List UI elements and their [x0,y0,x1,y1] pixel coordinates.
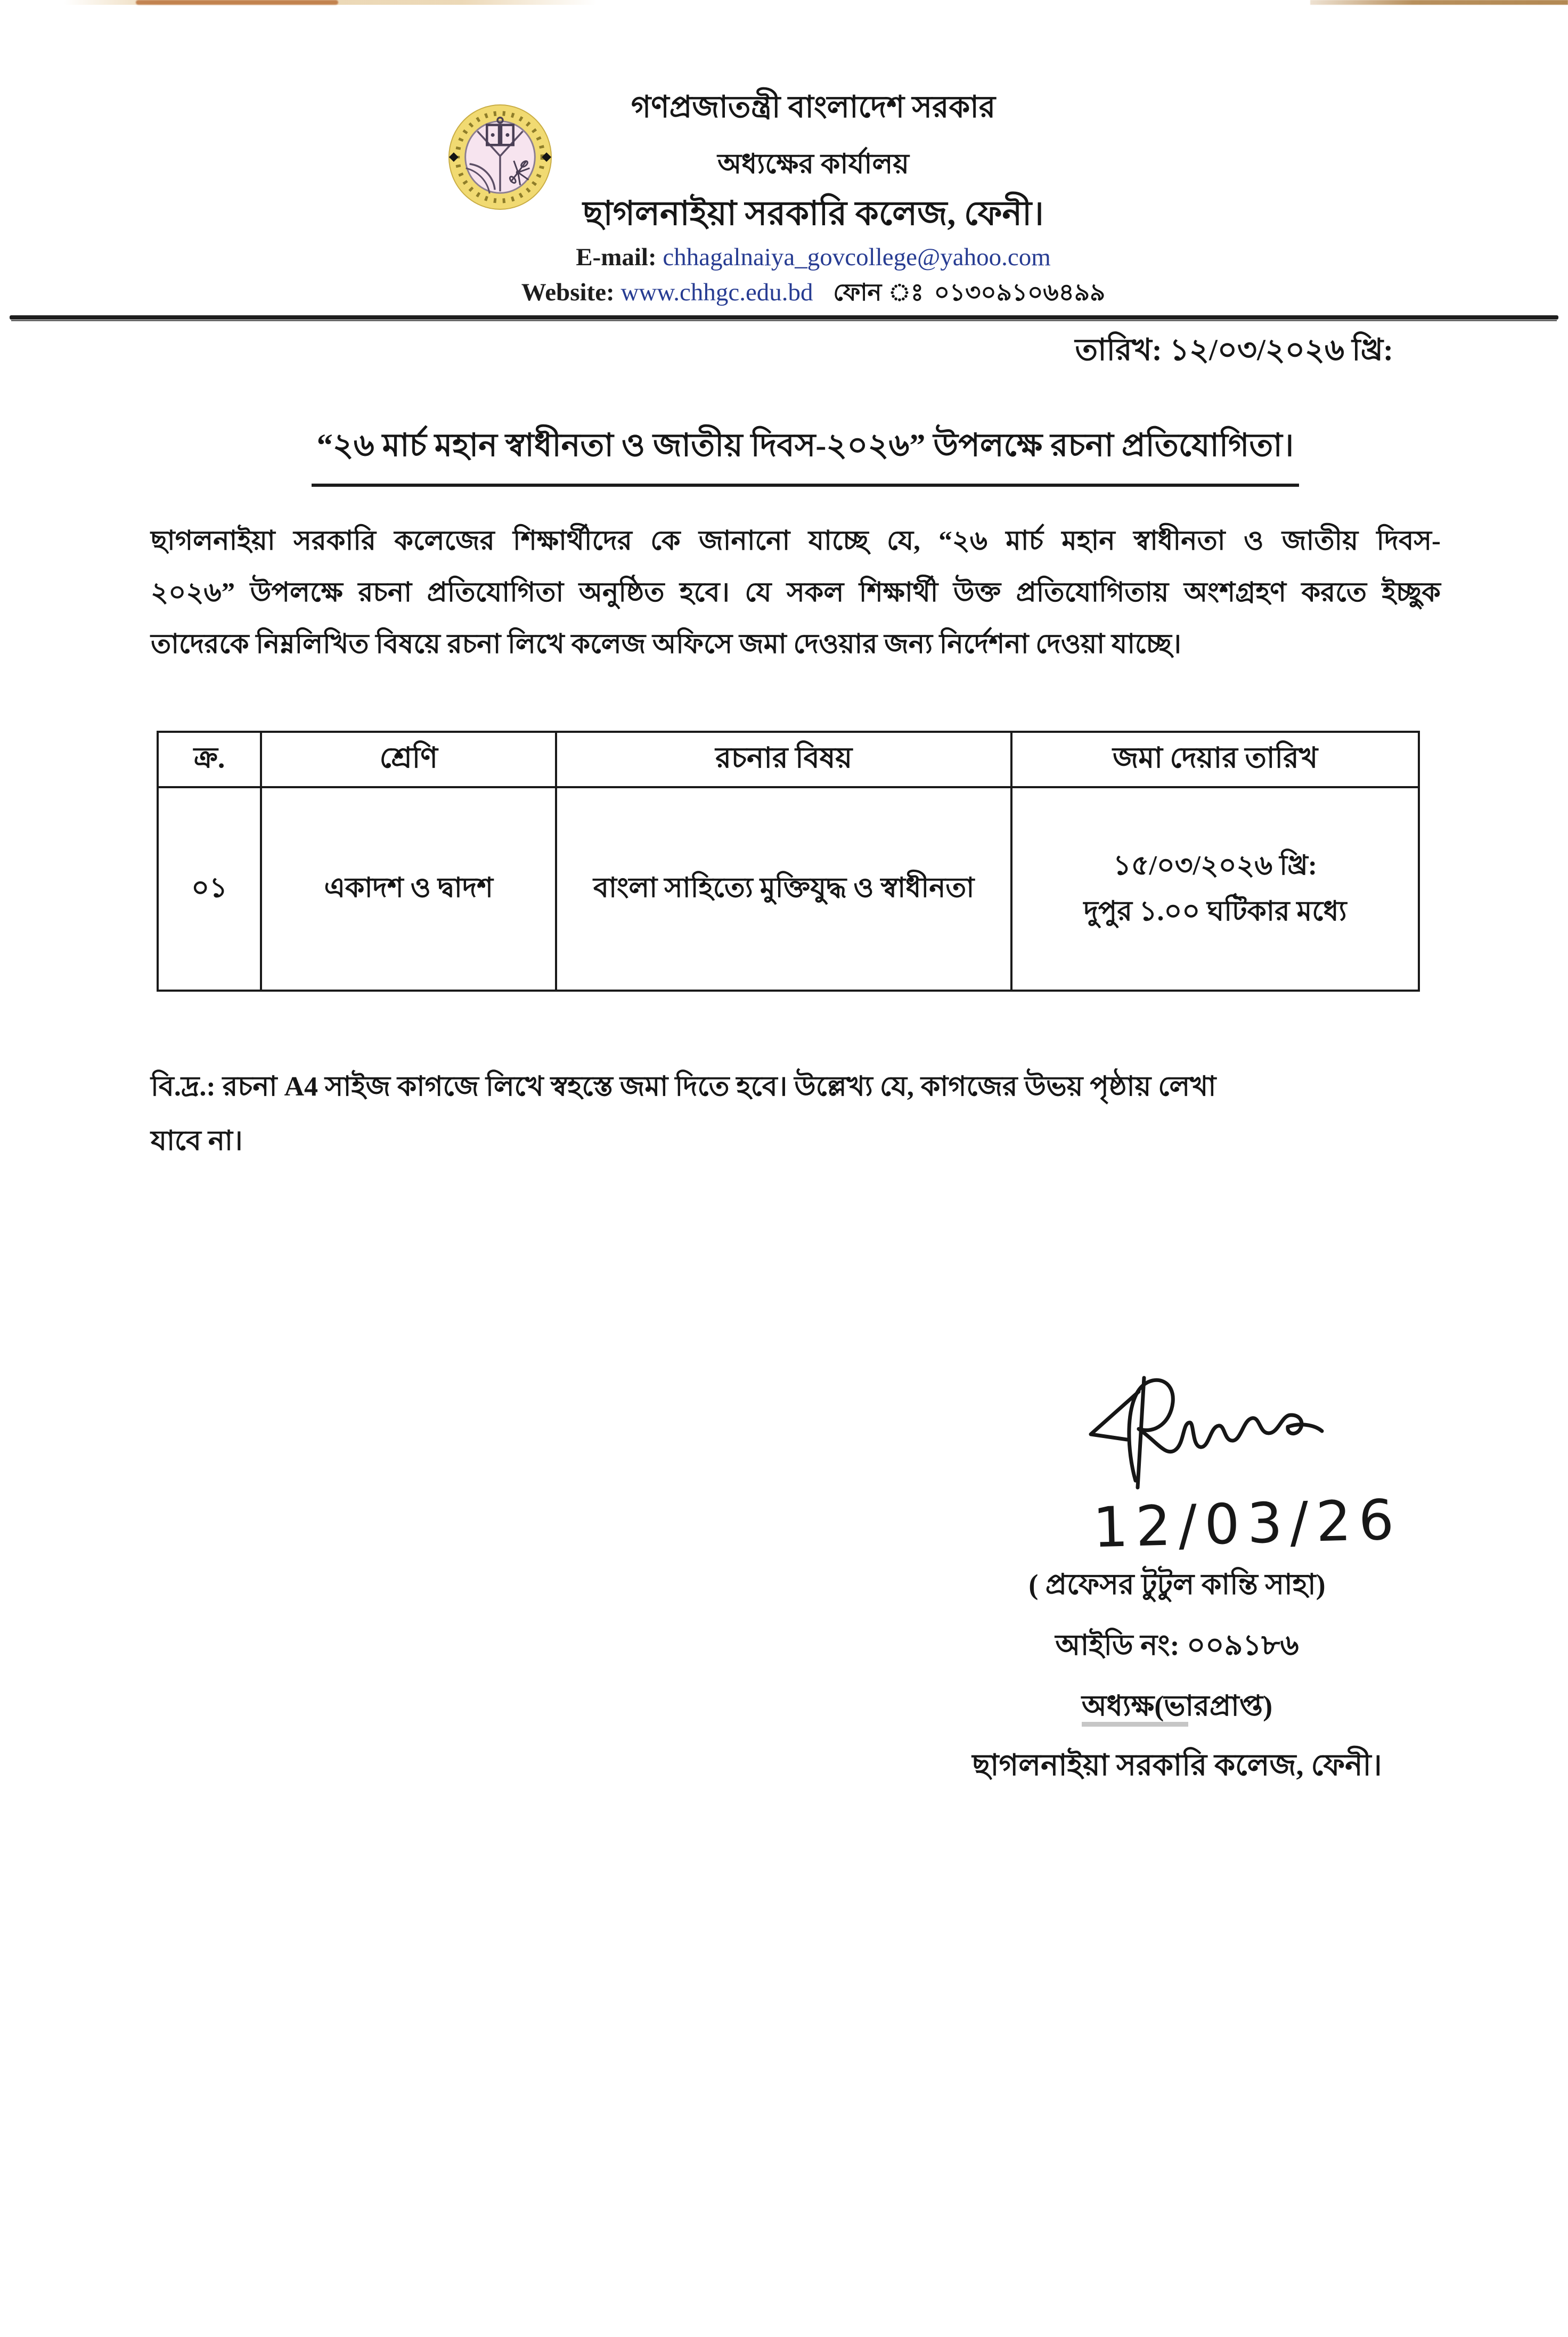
cell-class: একাদশ ও দ্বাদশ [261,787,556,991]
signatory-institution: ছাগলনাইয়া সরকারি কলেজ, ফেনী। [972,1749,1382,1782]
header-subject: রচনার বিষয় [556,732,1011,787]
footnote-line-1: বি.দ্র.: রচনা A4 সাইজ কাগজে লিখে স্বহস্তে জমা দিতে হবে। উল্লেখ্য যে, কাগজের উভয় পৃষ্ঠায় লেখা [151,1072,1216,1102]
office-title: অধ্যক্ষের কার্যালয় [717,149,909,179]
cell-serial: ০১ [158,787,261,991]
signature-scribble [1076,1371,1337,1502]
signature-handwritten-date: 12/03/26 [1092,1487,1402,1560]
website-row [521,279,1105,306]
header-website-line [0,276,1568,309]
cell-subject: বাংলা সাহিত্যে মুক্তিযুদ্ধ ও স্বাধীনতা [556,787,1011,991]
header-class: শ্রেণি [261,732,556,787]
header-submit-date: জমা দেয়ার তারিখ [1011,732,1419,787]
college-name: ছাগলনাইয়া সরকারি কলেজ, ফেনী। [583,195,1044,232]
signatory-name: ( প্রফেসর টুটুল কান্তি সাহা) [1028,1568,1326,1600]
govt-title: গণপ্রজাতন্ত্রী বাংলাদেশ সরকার [631,91,996,124]
signatory-id: আইডি নং: ০০৯১৮৬ [1055,1629,1299,1661]
phone-label: ফোন ঃ [833,279,924,306]
submit-date-line1: ১৫/০৩/২০২৬ খ্রি: [1113,851,1318,881]
body-line-1: ছাগলনাইয়া সরকারি কলেজের শিক্ষার্থীদের কে জানানো যাচ্ছে যে, “২৬ মার্চ মহান স্বাধীনতা ও জাতীয় দিবস- [151,526,1441,556]
notice-date: তারিখ: ১২/০৩/২০২৬ খ্রি: [1075,333,1393,367]
header-college-line [0,190,1568,238]
header-office-line [0,145,1568,184]
email-row [576,243,1051,271]
notice-body [151,516,1441,671]
phone-value: ০১৩০৯১০৬৪৯৯ [934,279,1106,306]
scan-artifact-top-right [1310,0,1568,5]
header-divider-rule [10,315,1558,320]
signature-block [905,1566,1449,1785]
body-line-2: ২০২৬” উপলক্ষে রচনা প্রতিযোগিতা অনুষ্ঠিত হবে। যে সকল শিক্ষার্থী উক্ত প্রতিযোগিতায় অংশগ্রহণ করতে ইচ্ছুক [151,578,1441,608]
header-govt-line [0,86,1568,129]
body-line-3: তাদেরকে নিম্নলিখিত বিষয়ে রচনা লিখে কলেজ অফিসে জমা দেওয়ার জন্য নির্দেশনা দেওয়া যাচ্ছে। [151,630,1182,659]
scan-artifact-top-dense [136,0,338,5]
website-value: www.chhgc.edu.bd [620,279,813,306]
header-serial: ক্র. [158,732,261,787]
cell-submit-date [1011,787,1419,991]
table-row [158,787,1419,991]
signatory-designation: অধ্যক্ষ(ভারপ্রাপ্ত) [905,1687,1449,1725]
website-label: Website: [521,279,615,306]
essay-competition-table [157,731,1420,992]
email-label: E-mail: [576,243,657,271]
email-value: chhagalnaiya_govcollege@yahoo.com [663,243,1051,271]
header-email-line [0,241,1568,274]
notice-title-row [0,421,1568,487]
table-header-row [158,732,1419,787]
footnote [151,1060,1445,1168]
notice-title: “২৬ মার্চ মহান স্বাধীনতা ও জাতীয় দিবস-২০২৬” উপলক্ষে রচনা প্রতিযোগিতা। [312,421,1300,487]
submit-date-line2: দুপুর ১.০০ ঘটিকার মধ্যে [1083,896,1347,927]
footnote-line-2: যাবে না। [151,1126,243,1156]
